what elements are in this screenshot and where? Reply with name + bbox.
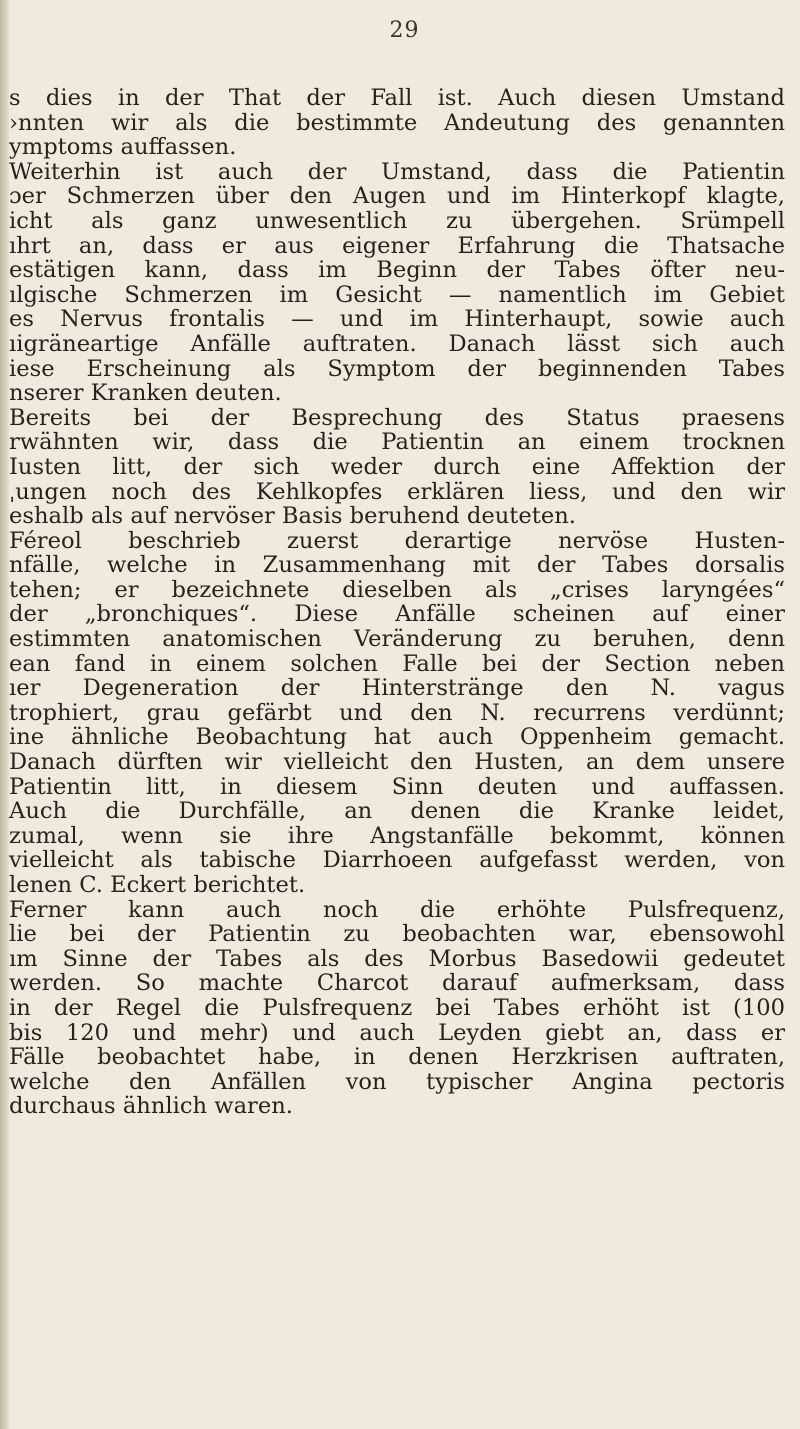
text-line: ˌungen noch des Kehlkopfes erklären liess, und den wir	[9, 478, 785, 505]
text-line: ›nnten wir als die bestimmte Andeutung des genannten	[9, 109, 785, 136]
scanned-page	[9, 0, 800, 1429]
text-line: icht als ganz unwesentlich zu übergehen. Srümpell	[9, 207, 785, 234]
text-line: tehen; er bezeichnete dieselben als „crises laryngées“	[9, 576, 785, 603]
text-line: lie bei der Patientin zu beobachten war, ebensowohl	[9, 921, 785, 948]
text-line: s dies in der That der Fall ist. Auch diesen Umstand	[9, 85, 785, 111]
text-line: welche den Anfällen von typischer Angina pectoris	[9, 1068, 785, 1095]
text-line: rwähnten wir, dass die Patientin an einem trocknen	[9, 429, 785, 456]
page-gutter-shadow	[0, 0, 9, 1429]
text-line: Auch die Durchfälle, an denen die Kranke leidet,	[9, 798, 785, 825]
text-line: ıigräneartige Anfälle auftraten. Danach lässt sich auch	[9, 330, 785, 357]
text-line: Ferner kann auch noch die erhöhte Pulsfrequenz,	[9, 896, 785, 923]
text-line: ine ähnliche Beobachtung hat auch Oppenheim gemacht.	[9, 724, 785, 751]
text-line: vielleicht als tabische Diarrhoeen aufgefasst werden, von	[9, 847, 785, 874]
page-number: 29	[389, 18, 420, 43]
text-line: es Nervus frontalis — und im Hinterhaupt, sowie auch	[9, 306, 785, 333]
text-line: lenen C. Eckert berichtet.	[9, 872, 306, 898]
text-line: durchaus ähnlich waren.	[9, 1093, 293, 1120]
text-line: in der Regel die Pulsfrequenz bei Tabes erhöht ist (100	[9, 994, 785, 1021]
text-line: eshalb als auf nervöser Basis beruhend deuteten.	[9, 503, 576, 530]
text-line: ɔer Schmerzen über den Augen und im Hinterkopf klagte,	[9, 183, 785, 210]
text-line: ıhrt an, dass er aus eigener Erfahrung die Thatsache	[9, 232, 785, 259]
text-line: trophiert, grau gefärbt und den N. recurrens verdünnt;	[9, 699, 785, 726]
text-line: Féreol beschrieb zuerst derartige nervöse Husten-	[9, 527, 785, 554]
text-line: ılgische Schmerzen im Gesicht — namentlich im Gebiet	[9, 281, 785, 308]
text-line: Fälle beobachtet habe, in denen Herzkrisen auftraten,	[9, 1044, 785, 1071]
text-line: ean fand in einem solchen Falle bei der Section neben	[9, 650, 785, 677]
text-line: Danach dürften wir vielleicht den Husten, an dem unsere	[9, 749, 785, 776]
text-line: ymptoms auffassen.	[9, 134, 237, 161]
text-line: ıer Degeneration der Hinterstränge den N. vagus	[9, 675, 785, 702]
text-line: Weiterhin ist auch der Umstand, dass die Patientin	[9, 158, 785, 185]
text-line: nserer Kranken deuten.	[9, 380, 282, 407]
text-line: Iusten litt, der sich weder durch eine Affektion der	[9, 453, 785, 480]
text-line: nfälle, welche in Zusammenhang mit der Tabes dorsalis	[9, 552, 785, 579]
text-line: Patientin litt, in diesem Sinn deuten und auffassen.	[9, 773, 785, 800]
text-line: estimmten anatomischen Veränderung zu beruhen, denn	[9, 626, 785, 653]
text-line: der „bronchiques“. Diese Anfälle scheinen auf einer	[9, 601, 785, 628]
text-line: iese Erscheinung als Symptom der beginnenden Tabes	[9, 355, 785, 382]
text-line: Bereits bei der Besprechung des Status praesens	[9, 404, 785, 431]
body-text	[9, 86, 785, 1119]
text-line: werden. So machte Charcot darauf aufmerksam, dass	[9, 970, 785, 997]
text-line: zumal, wenn sie ihre Angstanfälle bekommt, können	[9, 822, 785, 849]
text-line: ım Sinne der Tabes als des Morbus Basedowii gedeutet	[9, 945, 785, 972]
text-line: bis 120 und mehr) und auch Leyden giebt an, dass er	[9, 1019, 785, 1046]
text-line: estätigen kann, dass im Beginn der Tabes öfter neu-	[9, 257, 785, 284]
